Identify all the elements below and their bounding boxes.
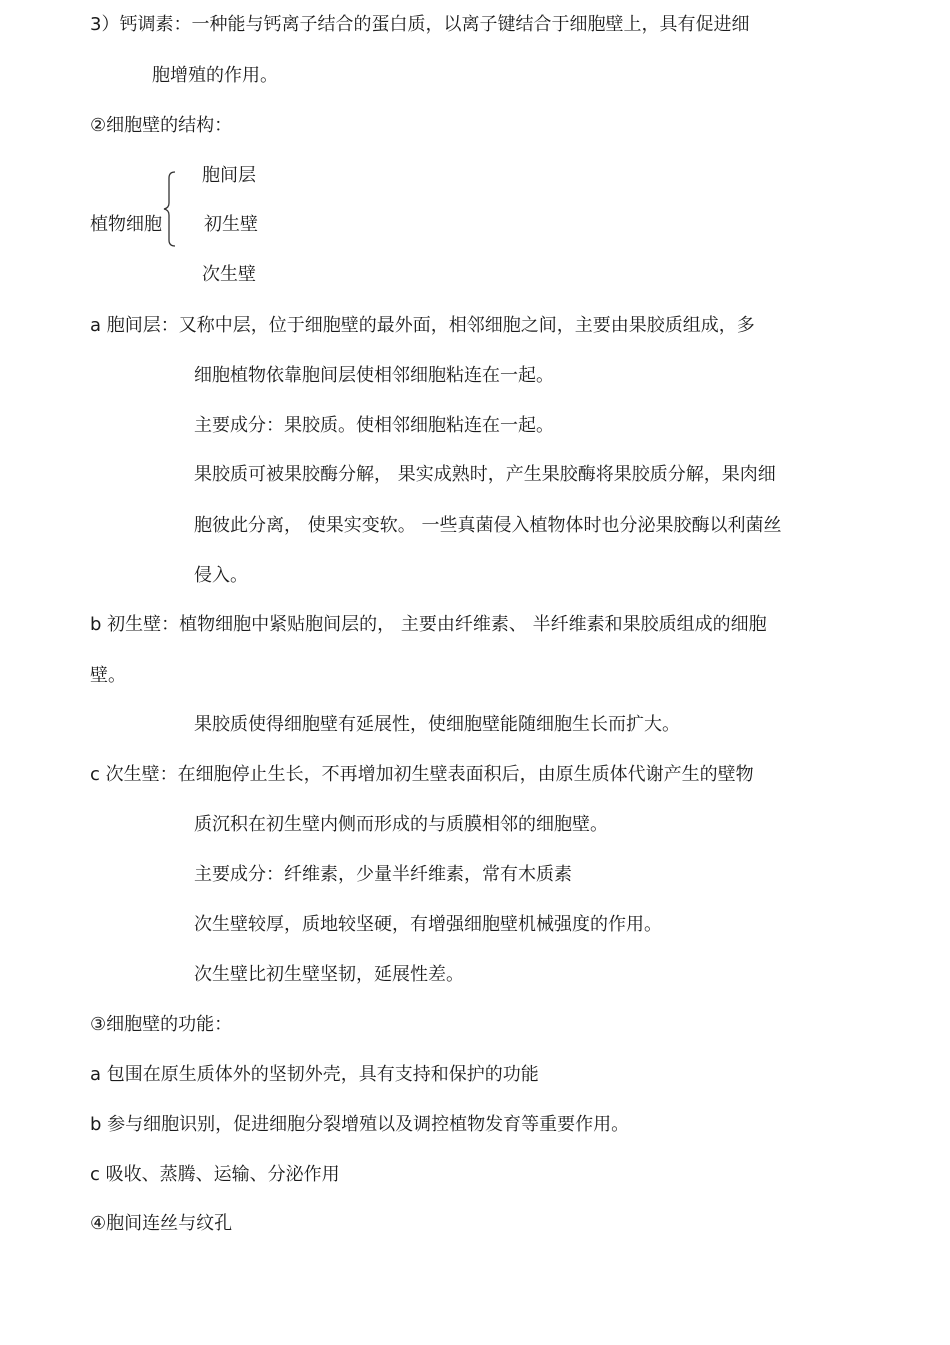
tree-item-primary-wall: 初生壁 bbox=[204, 214, 258, 235]
paragraph-line: 质沉积在初生壁内侧而形成的与质膜相邻的细胞壁。 bbox=[194, 814, 608, 835]
section-heading: ②细胞壁的结构： bbox=[90, 115, 233, 136]
paragraph-line: 壁。 bbox=[90, 665, 126, 686]
paragraph-line: 次生壁比初生壁坚韧，延展性差。 bbox=[194, 964, 464, 985]
tree-item-secondary-wall: 次生壁 bbox=[202, 264, 256, 285]
tree-root-label: 植物细胞 bbox=[90, 214, 162, 235]
list-item: a 包围在原生质体外的坚韧外壳，具有支持和保护的功能 bbox=[90, 1064, 539, 1085]
paragraph-line: 细胞植物依靠胞间层使相邻细胞粘连在一起。 bbox=[194, 365, 554, 386]
paragraph-line: 侵入。 bbox=[194, 565, 248, 586]
paragraph-line: 3）钙调素：一种能与钙离子结合的蛋白质，以离子键结合于细胞壁上，具有促进细 bbox=[90, 14, 750, 35]
paragraph-line: c 次生壁：在细胞停止生长，不再增加初生壁表面积后，由原生质体代谢产生的壁物 bbox=[90, 764, 754, 785]
paragraph-line: a 胞间层：又称中层，位于细胞壁的最外面，相邻细胞之间，主要由果胶质组成，多 bbox=[90, 315, 755, 336]
paragraph-line: 主要成分：纤维素，少量半纤维素，常有木质素 bbox=[194, 864, 572, 885]
section-heading: ④胞间连丝与纹孔 bbox=[90, 1213, 233, 1234]
section-heading: ③细胞壁的功能： bbox=[90, 1014, 233, 1035]
paragraph-line: 胞增殖的作用。 bbox=[152, 65, 278, 86]
paragraph-line: 胞彼此分离， 使果实变软。 一些真菌侵入植物体时也分泌果胶酶以利菌丝 bbox=[194, 515, 782, 536]
list-item: c 吸收、蒸腾、运输、分泌作用 bbox=[90, 1164, 340, 1185]
paragraph-line: b 初生壁：植物细胞中紧贴胞间层的， 主要由纤维素、 半纤维素和果胶质组成的细胞 bbox=[90, 614, 767, 635]
curly-brace-icon bbox=[160, 170, 180, 248]
tree-item-middle-lamella: 胞间层 bbox=[202, 165, 256, 186]
paragraph-line: 次生壁较厚，质地较坚硬，有增强细胞壁机械强度的作用。 bbox=[194, 914, 662, 935]
paragraph-line: 果胶质可被果胶酶分解， 果实成熟时，产生果胶酶将果胶质分解，果肉细 bbox=[194, 464, 776, 485]
list-item: b 参与细胞识别，促进细胞分裂增殖以及调控植物发育等重要作用。 bbox=[90, 1114, 630, 1135]
paragraph-line: 主要成分：果胶质。使相邻细胞粘连在一起。 bbox=[194, 415, 554, 436]
paragraph-line: 果胶质使得细胞壁有延展性，使细胞壁能随细胞生长而扩大。 bbox=[194, 714, 680, 735]
